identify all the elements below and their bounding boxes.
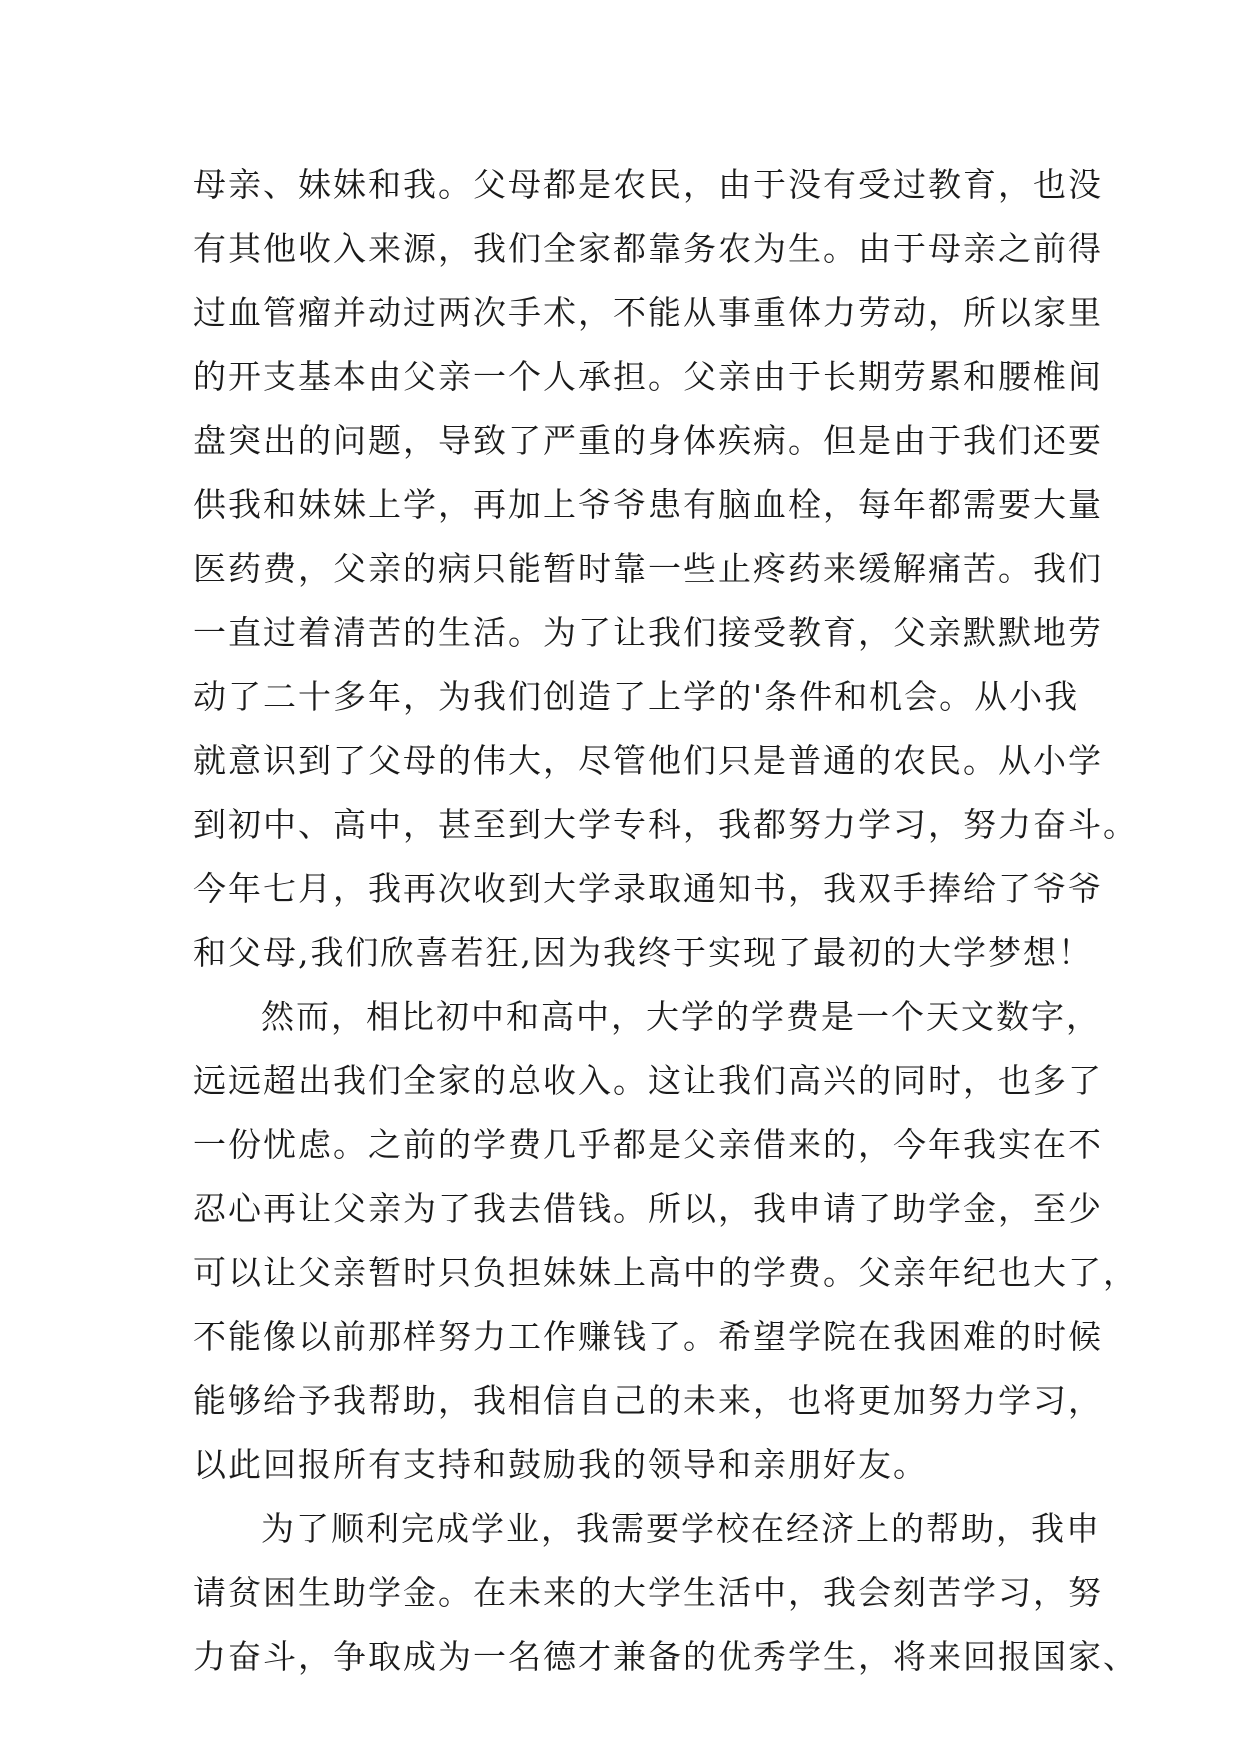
text-line: 到初中、高中，甚至到大学专科，我都努力学习，努力奋斗。 — [193, 805, 1138, 844]
text-line: 过血管瘤并动过两次手术，不能从事重体力劳动，所以家里 — [193, 293, 1103, 332]
text-line: 和父母,我们欣喜若狂,因为我终于实现了最初的大学梦想！ — [193, 933, 1093, 972]
text-line: 母亲、妹妹和我。父母都是农民，由于没有受过教育，也没 — [193, 165, 1103, 204]
text-line: 力奋斗，争取成为一名德才兼备的优秀学生，将来回报国家、 — [193, 1637, 1138, 1676]
text-line: 一份忧虑。之前的学费几乎都是父亲借来的，今年我实在不 — [193, 1125, 1103, 1164]
text-line: 忍心再让父亲为了我去借钱。所以，我申请了助学金，至少 — [193, 1189, 1103, 1228]
text-line: 供我和妹妹上学，再加上爷爷患有脑血栓，每年都需要大量 — [193, 485, 1103, 524]
text-line: 以此回报所有支持和鼓励我的领导和亲朋好友。 — [193, 1445, 928, 1484]
text-line: 今年七月，我再次收到大学录取通知书，我双手捧给了爷爷 — [193, 869, 1103, 908]
text-line: 远远超出我们全家的总收入。这让我们高兴的同时，也多了 — [193, 1061, 1103, 1100]
text-line: 可以让父亲暂时只负担妹妹上高中的学费。父亲年纪也大了， — [193, 1253, 1138, 1292]
text-line: 不能像以前那样努力工作赚钱了。希望学院在我困难的时候 — [193, 1317, 1103, 1356]
text-line: 盘突出的问题，导致了严重的身体疾病。但是由于我们还要 — [193, 421, 1103, 460]
text-line: 一直过着清苦的生活。为了让我们接受教育，父亲默默地劳 — [193, 613, 1103, 652]
text-line: 有其他收入来源，我们全家都靠务农为生。由于母亲之前得 — [193, 229, 1103, 268]
text-line: 请贫困生助学金。在未来的大学生活中，我会刻苦学习，努 — [193, 1573, 1103, 1612]
text-line: 能够给予我帮助，我相信自己的未来，也将更加努力学习， — [193, 1381, 1103, 1420]
text-line: 就意识到了父母的伟大，尽管他们只是普通的农民。从小学 — [193, 741, 1103, 780]
text-line: 医药费，父亲的病只能暂时靠一些止疼药来缓解痛苦。我们 — [193, 549, 1103, 588]
paragraph-first-line: 为了顺利完成学业，我需要学校在经济上的帮助，我申 — [261, 1509, 1101, 1548]
text-line: 动了二十多年，为我们创造了上学的'条件和机会。从小我 — [193, 677, 1080, 716]
paragraph-first-line: 然而，相比初中和高中，大学的学费是一个天文数字， — [261, 997, 1101, 1036]
document-body — [193, 153, 1138, 1689]
text-line: 的开支基本由父亲一个人承担。父亲由于长期劳累和腰椎间 — [193, 357, 1103, 396]
